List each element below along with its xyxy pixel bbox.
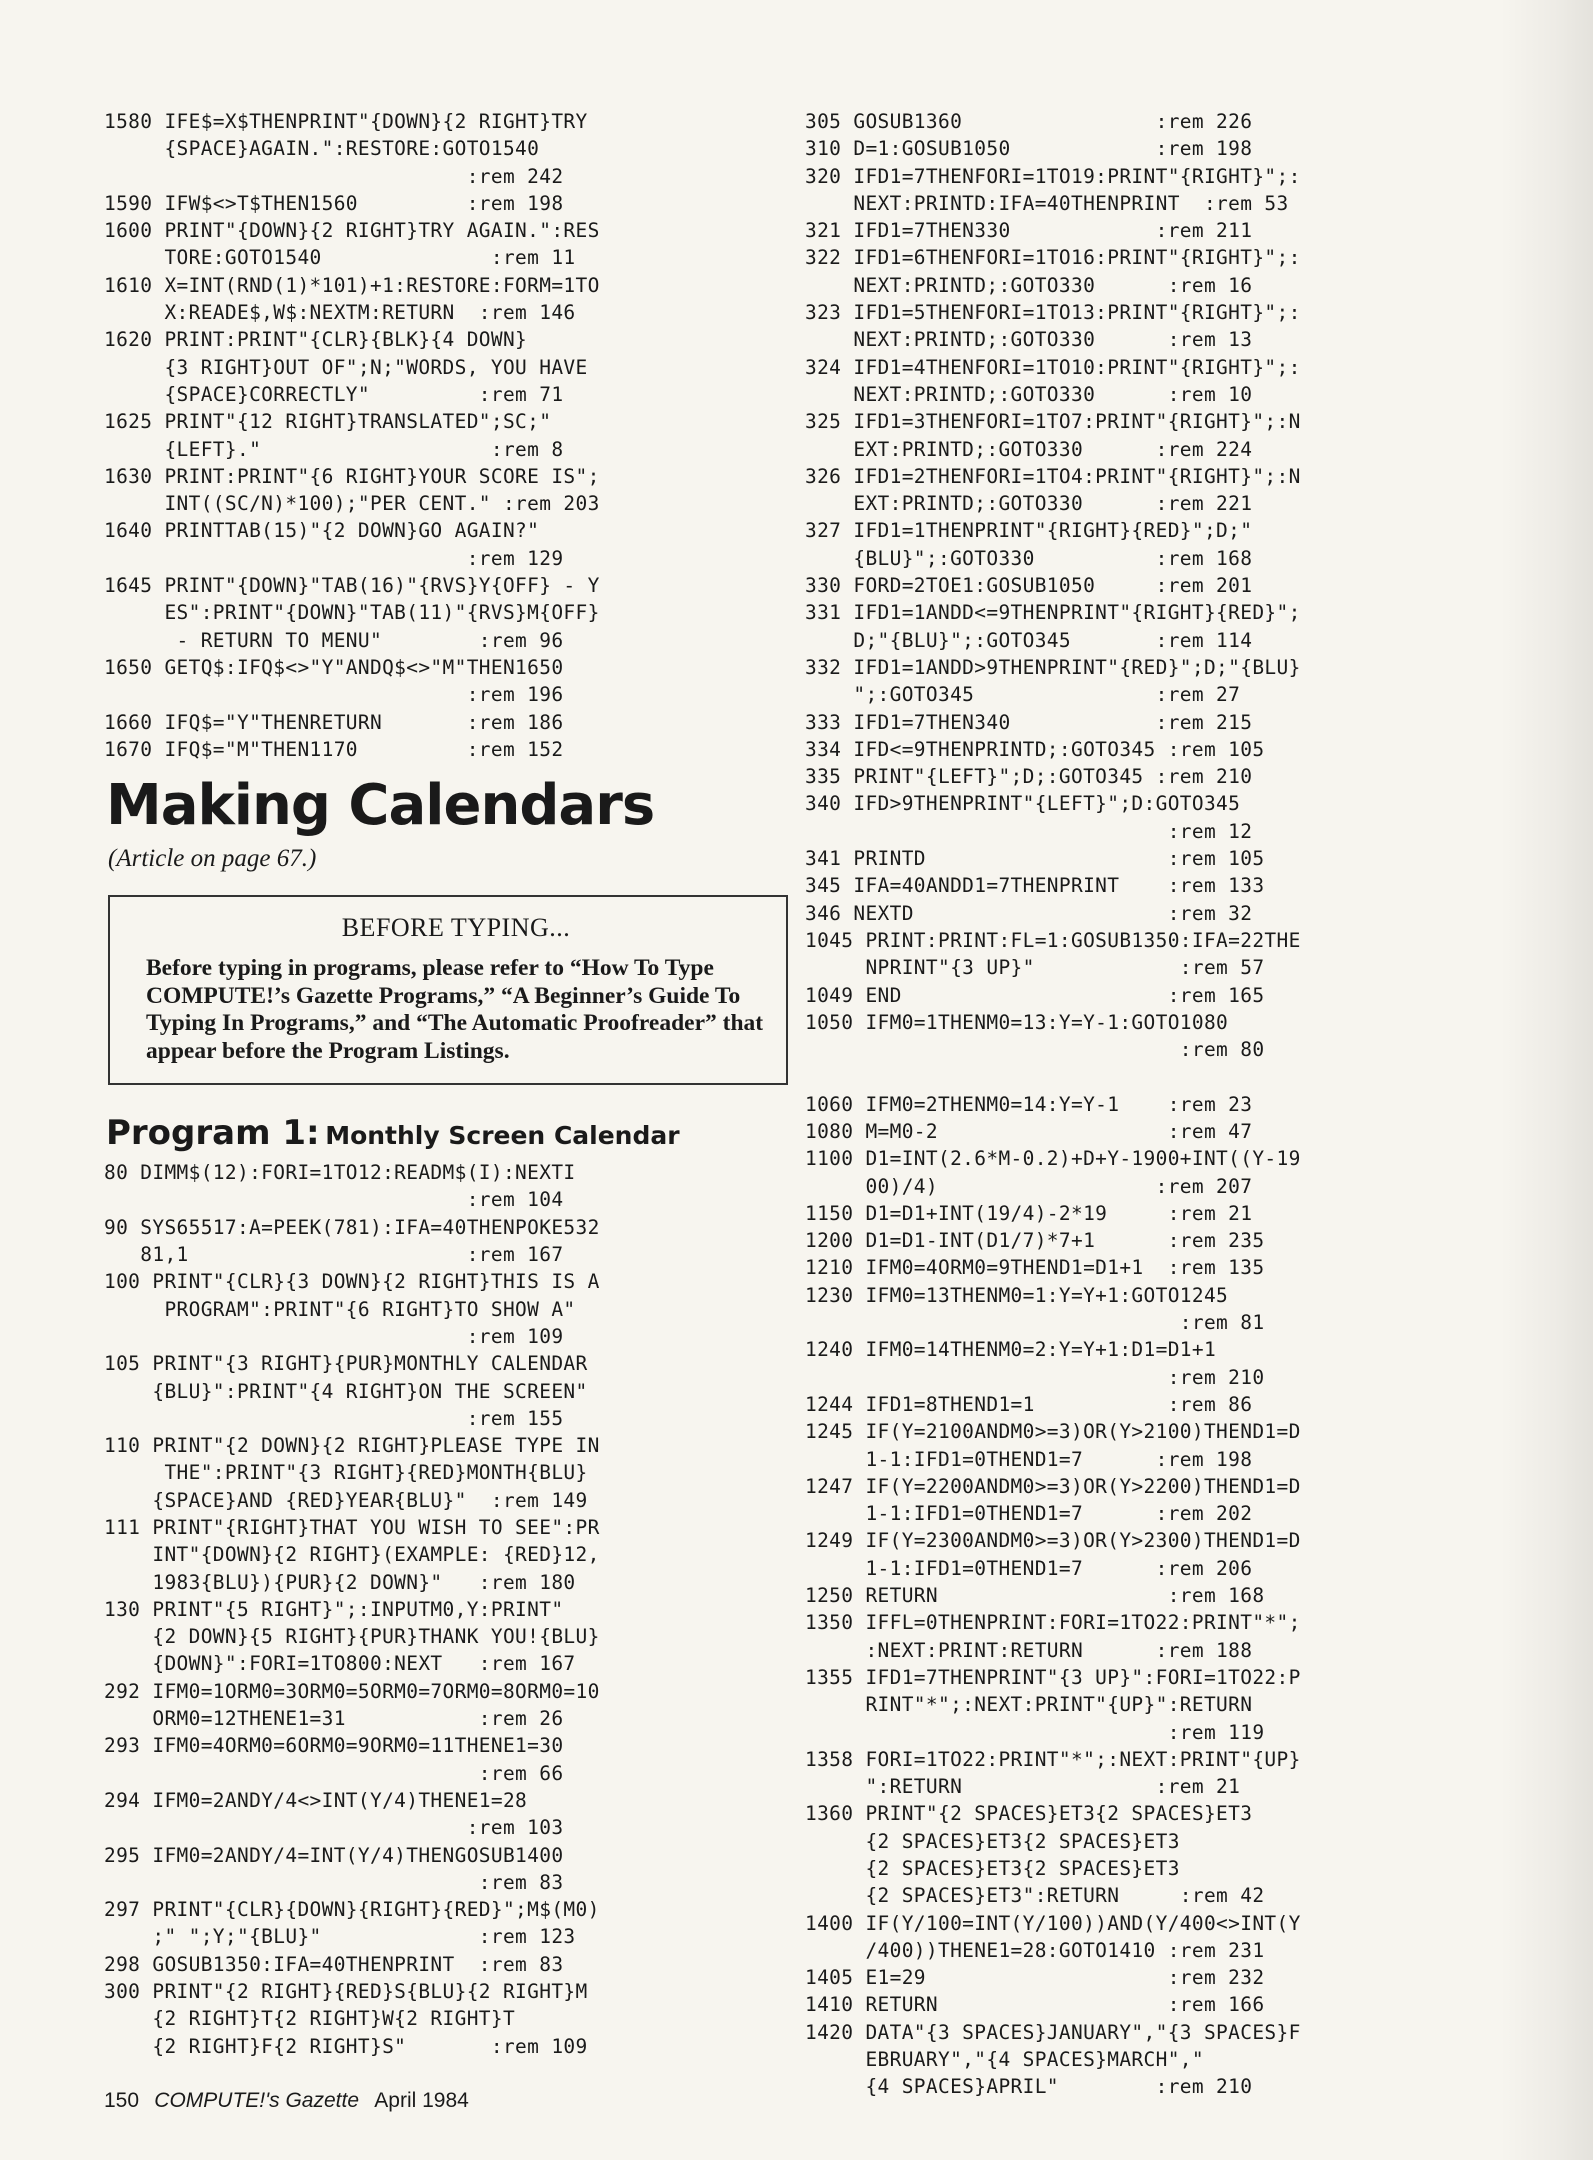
code-line: :rem 242 <box>104 164 564 188</box>
page-spine-shadow <box>1500 0 1593 2160</box>
code-line: 1244 IFD1=8THEND1=1 :rem 86 <box>805 1392 1253 1416</box>
code-line: RINT"*";:NEXT:PRINT"{UP}":RETURN <box>805 1693 1253 1717</box>
code-line: 294 IFM0=2ANDY/4<>INT(Y/4)THENE1=28 <box>104 1788 528 1812</box>
left-column <box>104 108 784 2060</box>
code-line: 1100 D1=INT(2.6*M-0.2)+D+Y-1900+INT((Y-19 <box>805 1147 1301 1171</box>
code-line: {DOWN}":FORI=1TO800:NEXT :rem 167 <box>104 1652 576 1676</box>
code-line: 322 IFD1=6THENFORI=1TO16:PRINT"{RIGHT}";: <box>805 246 1301 270</box>
code-line: NPRINT"{3 UP}" :rem 57 <box>805 956 1265 980</box>
code-line: {SPACE}CORRECTLY" :rem 71 <box>104 382 564 406</box>
code-line: :rem 81 <box>805 1311 1265 1335</box>
code-line: 1350 IFFL=0THENPRINT:FORI=1TO22:PRINT"*"; <box>805 1611 1301 1635</box>
code-line: 1-1:IFD1=0THEND1=7 :rem 206 <box>805 1556 1253 1580</box>
code-line: 1620 PRINT:PRINT"{CLR}{BLK}{4 DOWN} <box>104 328 528 352</box>
code-line: 332 IFD1=1ANDD>9THENPRINT"{RED}";D;"{BLU} <box>805 655 1301 679</box>
code-line: 1049 END :rem 165 <box>805 983 1265 1007</box>
code-line: 1240 IFM0=14THENM0=2:Y=Y+1:D1=D1+1 <box>805 1338 1217 1362</box>
code-line: :rem 129 <box>104 546 564 570</box>
code-line: 325 IFD1=3THENFORI=1TO7:PRINT"{RIGHT}";:N <box>805 410 1301 434</box>
code-line: 1630 PRINT:PRINT"{6 RIGHT}YOUR SCORE IS"; <box>104 464 600 488</box>
code-line: :rem 109 <box>104 1324 564 1348</box>
code-line: :rem 66 <box>104 1761 564 1785</box>
magazine-name: COMPUTE!'s Gazette <box>154 2089 360 2112</box>
code-line: 00)/4) :rem 207 <box>805 1174 1253 1198</box>
code-line: 1600 PRINT"{DOWN}{2 RIGHT}TRY AGAIN.":RES <box>104 219 600 243</box>
code-line: 1420 DATA"{3 SPACES}JANUARY","{3 SPACES}F <box>805 2020 1301 2044</box>
code-line: 1645 PRINT"{DOWN}"TAB(16)"{RVS}Y{OFF} - Y <box>104 574 600 598</box>
code-line: 1660 IFQ$="Y"THENRETURN :rem 186 <box>104 710 564 734</box>
code-line: 100 PRINT"{CLR}{3 DOWN}{2 RIGHT}THIS IS A <box>104 1270 600 1294</box>
code-line: 310 D=1:GOSUB1050 :rem 198 <box>805 137 1253 161</box>
code-line: - RETURN TO MENU" :rem 96 <box>104 628 564 652</box>
code-line: 1250 RETURN :rem 168 <box>805 1584 1265 1608</box>
code-line: 1358 FORI=1TO22:PRINT"*";:NEXT:PRINT"{UP} <box>805 1747 1301 1771</box>
code-line: 1400 IF(Y/100=INT(Y/100))AND(Y/400<>INT(Y <box>805 1911 1301 1935</box>
code-line: NEXT:PRINTD;:GOTO330 :rem 10 <box>805 382 1253 406</box>
code-line: INT((SC/N)*100);"PER CENT." :rem 203 <box>104 492 600 516</box>
code-line: {2 SPACES}ET3{2 SPACES}ET3 <box>805 1829 1180 1853</box>
code-line: PROGRAM":PRINT"{6 RIGHT}TO SHOW A" <box>104 1297 576 1321</box>
code-line: 1610 X=INT(RND(1)*101)+1:RESTORE:FORM=1TO <box>104 273 600 297</box>
code-line: ;" ";Y;"{BLU}" :rem 123 <box>104 1925 576 1949</box>
code-line: :rem 80 <box>805 1038 1265 1062</box>
code-line: ":RETURN :rem 21 <box>805 1775 1241 1799</box>
code-line: 105 PRINT"{3 RIGHT}{PUR}MONTHLY CALENDAR <box>104 1352 588 1376</box>
before-typing-title: BEFORE TYPING... <box>341 913 571 943</box>
program-1-listing-part-2 <box>805 108 1475 2101</box>
code-line: 1249 IF(Y=2300ANDM0>=3)OR(Y>2300)THEND1=D <box>805 1529 1301 1553</box>
page-number: 150 <box>104 2089 140 2112</box>
code-line: EXT:PRINTD;:GOTO330 :rem 224 <box>805 437 1253 461</box>
code-line: EBRUARY","{4 SPACES}MARCH"," <box>805 2048 1204 2072</box>
code-line: {SPACE}AGAIN.":RESTORE:GOTO1540 <box>104 137 540 161</box>
program-1-listing-part-1 <box>104 1159 784 2060</box>
program-number: Program 1: <box>106 1113 320 1154</box>
code-line: TORE:GOTO1540 :rem 11 <box>104 246 576 270</box>
code-line: 1-1:IFD1=0THEND1=7 :rem 202 <box>805 1502 1253 1526</box>
code-line: :rem 119 <box>805 1720 1265 1744</box>
code-line: 1150 D1=D1+INT(19/4)-2*19 :rem 21 <box>805 1201 1253 1225</box>
code-line: 333 IFD1=7THEN340 :rem 215 <box>805 710 1253 734</box>
code-line: {LEFT}." :rem 8 <box>104 437 564 461</box>
code-line: :rem 104 <box>104 1188 564 1212</box>
program-name: Monthly Screen Calendar <box>325 1121 680 1151</box>
code-line: 1080 M=M0-2 :rem 47 <box>805 1119 1253 1143</box>
code-line: 321 IFD1=7THEN330 :rem 211 <box>805 219 1253 243</box>
code-line: :rem 12 <box>805 819 1253 843</box>
code-line: 81,1 :rem 167 <box>104 1243 564 1267</box>
page-footer <box>104 2088 469 2113</box>
code-line: 1050 IFM0=1THENM0=13:Y=Y-1:GOTO1080 <box>805 1010 1229 1034</box>
code-line: :rem 210 <box>805 1365 1265 1389</box>
code-line: 300 PRINT"{2 RIGHT}{RED}S{BLU}{2 RIGHT}M <box>104 1980 588 2004</box>
code-line: 293 IFM0=4ORM0=6ORM0=9ORM0=11THENE1=30 <box>104 1734 564 1758</box>
code-line: /400))THENE1=28:GOTO1410 :rem 231 <box>805 1938 1265 1962</box>
program-heading <box>106 1113 784 1153</box>
article-title: Making Calendars <box>106 773 655 839</box>
code-line: 330 FORD=2TOE1:GOSUB1050 :rem 201 <box>805 574 1253 598</box>
code-line: 110 PRINT"{2 DOWN}{2 RIGHT}PLEASE TYPE IN <box>104 1434 600 1458</box>
code-line: NEXT:PRINTD:IFA=40THENPRINT :rem 53 <box>805 191 1289 215</box>
code-line: 80 DIMM$(12):FORI=1TO12:READM$(I):NEXTI <box>104 1161 576 1185</box>
code-line: {3 RIGHT}OUT OF";N;"WORDS, YOU HAVE <box>104 355 588 379</box>
code-line: 345 IFA=40ANDD1=7THENPRINT :rem 133 <box>805 874 1265 898</box>
code-line: 1230 IFM0=13THENM0=1:Y=Y+1:GOTO1245 <box>805 1283 1229 1307</box>
code-line: D;"{BLU}";:GOTO345 :rem 114 <box>805 628 1253 652</box>
code-line: 340 IFD>9THENPRINT"{LEFT}";D:GOTO345 <box>805 792 1241 816</box>
code-line: {4 SPACES}APRIL" :rem 210 <box>805 2075 1253 2099</box>
code-line: 320 IFD1=7THENFORI=1TO19:PRINT"{RIGHT}";: <box>805 164 1301 188</box>
code-line: 1650 GETQ$:IFQ$<>"Y"ANDQ$<>"M"THEN1650 <box>104 655 564 679</box>
right-column <box>805 108 1475 2101</box>
code-line: 1045 PRINT:PRINT:FL=1:GOSUB1350:IFA=22THE <box>805 928 1301 952</box>
code-line: 305 GOSUB1360 :rem 226 <box>805 110 1253 133</box>
code-line: 1-1:IFD1=0THEND1=7 :rem 198 <box>805 1447 1253 1471</box>
code-line: {SPACE}AND {RED}YEAR{BLU}" :rem 149 <box>104 1488 588 1512</box>
code-line: 1245 IF(Y=2100ANDM0>=3)OR(Y>2100)THEND1=D <box>805 1420 1301 1444</box>
code-line: 111 PRINT"{RIGHT}THAT YOU WISH TO SEE":PR <box>104 1515 600 1539</box>
code-line: NEXT:PRINTD;:GOTO330 :rem 13 <box>805 328 1253 352</box>
code-line: 1247 IF(Y=2200ANDM0>=3)OR(Y>2200)THEND1=D <box>805 1474 1301 1498</box>
code-line: 292 IFM0=1ORM0=3ORM0=5ORM0=7ORM0=8ORM0=10 <box>104 1679 600 1703</box>
code-line: {2 RIGHT}F{2 RIGHT}S" :rem 109 <box>104 2034 588 2058</box>
code-line: 1060 IFM0=2THENM0=14:Y=Y-1 :rem 23 <box>805 1092 1253 1116</box>
code-line: 341 PRINTD :rem 105 <box>805 847 1265 871</box>
code-line: 1210 IFM0=4ORM0=9THEND1=D1+1 :rem 135 <box>805 1256 1265 1280</box>
code-line: 298 GOSUB1350:IFA=40THENPRINT :rem 83 <box>104 1952 564 1976</box>
code-line: 331 IFD1=1ANDD<=9THENPRINT"{RIGHT}{RED}"; <box>805 601 1301 625</box>
code-line: X:READE$,W$:NEXTM:RETURN :rem 146 <box>104 301 576 325</box>
code-line: 1670 IFQ$="M"THEN1170 :rem 152 <box>104 737 564 761</box>
code-line: 1405 E1=29 :rem 232 <box>805 1966 1265 1990</box>
code-line: 324 IFD1=4THENFORI=1TO10:PRINT"{RIGHT}";: <box>805 355 1301 379</box>
code-line: :NEXT:PRINT:RETURN :rem 188 <box>805 1638 1253 1662</box>
code-line: 335 PRINT"{LEFT}";D;:GOTO345 :rem 210 <box>805 765 1253 789</box>
code-line: ORM0=12THENE1=31 :rem 26 <box>104 1707 564 1731</box>
code-line: 130 PRINT"{5 RIGHT}";:INPUTM0,Y:PRINT" <box>104 1597 564 1621</box>
code-line: ES":PRINT"{DOWN}"TAB(11)"{RVS}M{OFF} <box>104 601 600 625</box>
code-line: :rem 196 <box>104 683 564 707</box>
code-line: 1625 PRINT"{12 RIGHT}TRANSLATED";SC;" <box>104 410 552 434</box>
code-line: NEXT:PRINTD;:GOTO330 :rem 16 <box>805 273 1253 297</box>
article-reference: (Article on page 67.) <box>108 845 317 873</box>
code-line: 1983{BLU}){PUR}{2 DOWN}" :rem 180 <box>104 1570 576 1594</box>
code-line: {2 SPACES}ET3{2 SPACES}ET3 <box>805 1857 1180 1880</box>
code-line: 1590 IFW$<>T$THEN1560 :rem 198 <box>104 191 564 215</box>
code-line: 334 IFD<=9THENPRINTD;:GOTO345 :rem 105 <box>805 737 1265 761</box>
code-listing-continued <box>104 108 784 763</box>
code-line: :rem 83 <box>104 1870 564 1894</box>
code-line: 1410 RETURN :rem 166 <box>805 1993 1265 2017</box>
before-typing-body: Before typing in programs, please refer to “How To Type COMPUTE!’s Gazette Programs,” “A Beginner’s Guide To Typing In Programs,” and “The Automatic Proofreader” that appear before the Program Listings. <box>146 955 764 1064</box>
code-line: 346 NEXTD :rem 32 <box>805 901 1253 925</box>
code-line: {BLU}":PRINT"{4 RIGHT}ON THE SCREEN" <box>104 1379 588 1403</box>
code-line: 1355 IFD1=7THENPRINT"{3 UP}":FORI=1TO22:P <box>805 1665 1301 1689</box>
code-line: 297 PRINT"{CLR}{DOWN}{RIGHT}{RED}";M$(M0) <box>104 1898 600 1922</box>
code-line: 1360 PRINT"{2 SPACES}ET3{2 SPACES}ET3 <box>805 1802 1253 1826</box>
code-line: INT"{DOWN}{2 RIGHT}(EXAMPLE: {RED}12, <box>104 1543 600 1567</box>
code-line: EXT:PRINTD;:GOTO330 :rem 221 <box>805 492 1253 516</box>
code-line: 1640 PRINTTAB(15)"{2 DOWN}GO AGAIN?" <box>104 519 540 543</box>
code-line: :rem 155 <box>104 1406 564 1430</box>
code-line: 1580 IFE$=X$THENPRINT"{DOWN}{2 RIGHT}TRY <box>104 110 588 133</box>
code-line: THE":PRINT"{3 RIGHT}{RED}MONTH{BLU} <box>104 1461 588 1485</box>
code-line <box>805 1063 1475 1090</box>
code-line: {2 SPACES}ET3":RETURN :rem 42 <box>805 1884 1265 1908</box>
code-line: 295 IFM0=2ANDY/4=INT(Y/4)THENGOSUB1400 <box>104 1843 564 1867</box>
issue-date: April 1984 <box>374 2089 469 2112</box>
code-line: :rem 103 <box>104 1816 564 1840</box>
code-line: ";:GOTO345 :rem 27 <box>805 683 1241 707</box>
before-typing-box <box>108 895 788 1085</box>
code-line: {2 DOWN}{5 RIGHT}{PUR}THANK YOU!{BLU} <box>104 1625 600 1649</box>
code-line: 327 IFD1=1THENPRINT"{RIGHT}{RED}";D;" <box>805 519 1253 543</box>
code-line: 326 IFD1=2THENFORI=1TO4:PRINT"{RIGHT}";:N <box>805 464 1301 488</box>
code-line: {2 RIGHT}T{2 RIGHT}W{2 RIGHT}T <box>104 2007 516 2031</box>
code-line: 1200 D1=D1-INT(D1/7)*7+1 :rem 235 <box>805 1229 1265 1253</box>
code-line: {BLU}";:GOTO330 :rem 168 <box>805 546 1253 570</box>
code-line: 323 IFD1=5THENFORI=1TO13:PRINT"{RIGHT}";: <box>805 301 1301 325</box>
code-line: 90 SYS65517:A=PEEK(781):IFA=40THENPOKE532 <box>104 1215 600 1239</box>
